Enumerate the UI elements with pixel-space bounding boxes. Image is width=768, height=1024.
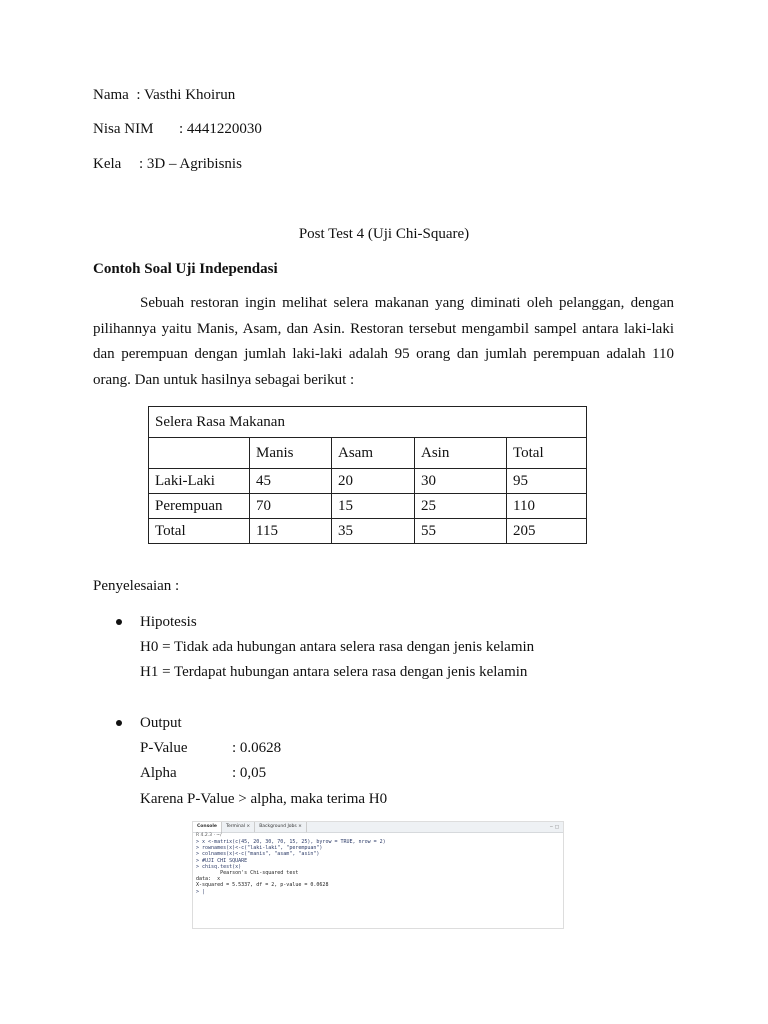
pvalue-line (140, 740, 281, 757)
table-cell: Total (149, 519, 250, 544)
window-controls: − □ (549, 824, 559, 830)
console-line: > rownames(x)<-c("laki-laki", "perempuan") (196, 845, 323, 852)
hypothesis-title: Hipotesis (140, 614, 197, 630)
table-header-cell: Manis (250, 438, 332, 469)
console-line: > chisq.test(x) (196, 863, 242, 870)
pvalue-value: : 0.0628 (232, 740, 282, 756)
console-line: Pearson's Chi-squared test (196, 870, 299, 877)
r-console-screenshot (192, 821, 564, 929)
table-cell: 115 (250, 519, 332, 544)
pvalue-label: P-Value (140, 740, 188, 756)
table-row (149, 519, 587, 544)
console-line: > #UJI CHI SQUARE (196, 857, 248, 864)
intro-paragraph (93, 291, 674, 393)
output-title: Output (140, 715, 182, 731)
table-cell: 70 (250, 494, 332, 519)
class-label: Kela (93, 156, 122, 172)
hypothesis-h1: H1 = Terdapat hubungan antara selera rasa dengan jenis kelamin (140, 664, 528, 680)
name-label: Nama (93, 87, 129, 103)
table-header-row (149, 438, 587, 469)
nim-value: : 4441220030 (179, 121, 262, 137)
table-caption: Selera Rasa Makanan (149, 407, 587, 438)
tab-terminal: Terminal × (222, 822, 255, 832)
nim-line (93, 121, 262, 138)
table-cell: Laki-Laki (149, 469, 250, 494)
name-line (93, 87, 235, 104)
class-value: : 3D – Agribisnis (139, 156, 242, 172)
console-line: data: x (196, 876, 221, 883)
table-header-cell: Total (507, 438, 587, 469)
section-heading: Contoh Soal Uji Independasi (93, 261, 278, 277)
table-cell: 55 (415, 519, 507, 544)
table-cell: 30 (415, 469, 507, 494)
table-row (149, 469, 587, 494)
alpha-line (140, 765, 266, 782)
bullet-icon (116, 619, 122, 625)
alpha-value: : 0,05 (232, 765, 267, 781)
table-header-cell (149, 438, 250, 469)
console-path: R 4.2.3 · ~/ (196, 833, 222, 838)
console-line: > x <-matrix(c(45, 20, 30, 70, 15, 25), byrow = TRUE, nrow = 2) (196, 839, 386, 845)
console-prompt[interactable]: > | (196, 888, 206, 895)
console-output (193, 839, 563, 895)
bullet-icon (116, 720, 122, 726)
table-cell: 205 (507, 519, 587, 544)
console-line: X-squared = 5.5337, df = 2, p-value = 0.0628 (196, 882, 329, 889)
solution-label: Penyelesaian : (93, 578, 180, 594)
taste-table (148, 406, 587, 544)
tab-background-jobs: Background Jobs × (255, 822, 307, 832)
table-row (149, 494, 587, 519)
console-tab-bar (193, 822, 563, 833)
page-title: Post Test 4 (Uji Chi-Square) (298, 226, 470, 242)
table-cell: 35 (332, 519, 415, 544)
tab-console: Console (193, 822, 222, 832)
table-cell: 20 (332, 469, 415, 494)
table-header-cell: Asin (415, 438, 507, 469)
table-cell: 15 (332, 494, 415, 519)
table-cell: 95 (507, 469, 587, 494)
table-cell: 25 (415, 494, 507, 519)
console-line: > colnames(x)<-c("manis", "asam", "asin") (196, 851, 320, 858)
table-header-cell: Asam (332, 438, 415, 469)
table-cell: 45 (250, 469, 332, 494)
table-caption-row (149, 407, 587, 438)
table-cell: 110 (507, 494, 587, 519)
alpha-label: Alpha (140, 765, 177, 781)
table-cell: Perempuan (149, 494, 250, 519)
intro-paragraph-text: Sebuah restoran ingin melihat selera makanan yang diminati oleh pelanggan, dengan pilihannya yaitu Manis, Asam, dan Asin. Restoran tersebut mengambil sampel antara laki-laki dan perempuan dengan jumlah laki-laki adalah 95 orang dan jumlah perempuan adalah 110 orang. Dan untuk hasilnya sebagai berikut : (93, 295, 674, 388)
name-value: : Vasthi Khoirun (136, 87, 236, 103)
nim-label: Nisa NIM (93, 121, 154, 137)
class-line (93, 156, 242, 173)
hypothesis-h0: H0 = Tidak ada hubungan antara selera rasa dengan jenis kelamin (140, 639, 535, 655)
conclusion: Karena P-Value > alpha, maka terima H0 (140, 791, 388, 807)
